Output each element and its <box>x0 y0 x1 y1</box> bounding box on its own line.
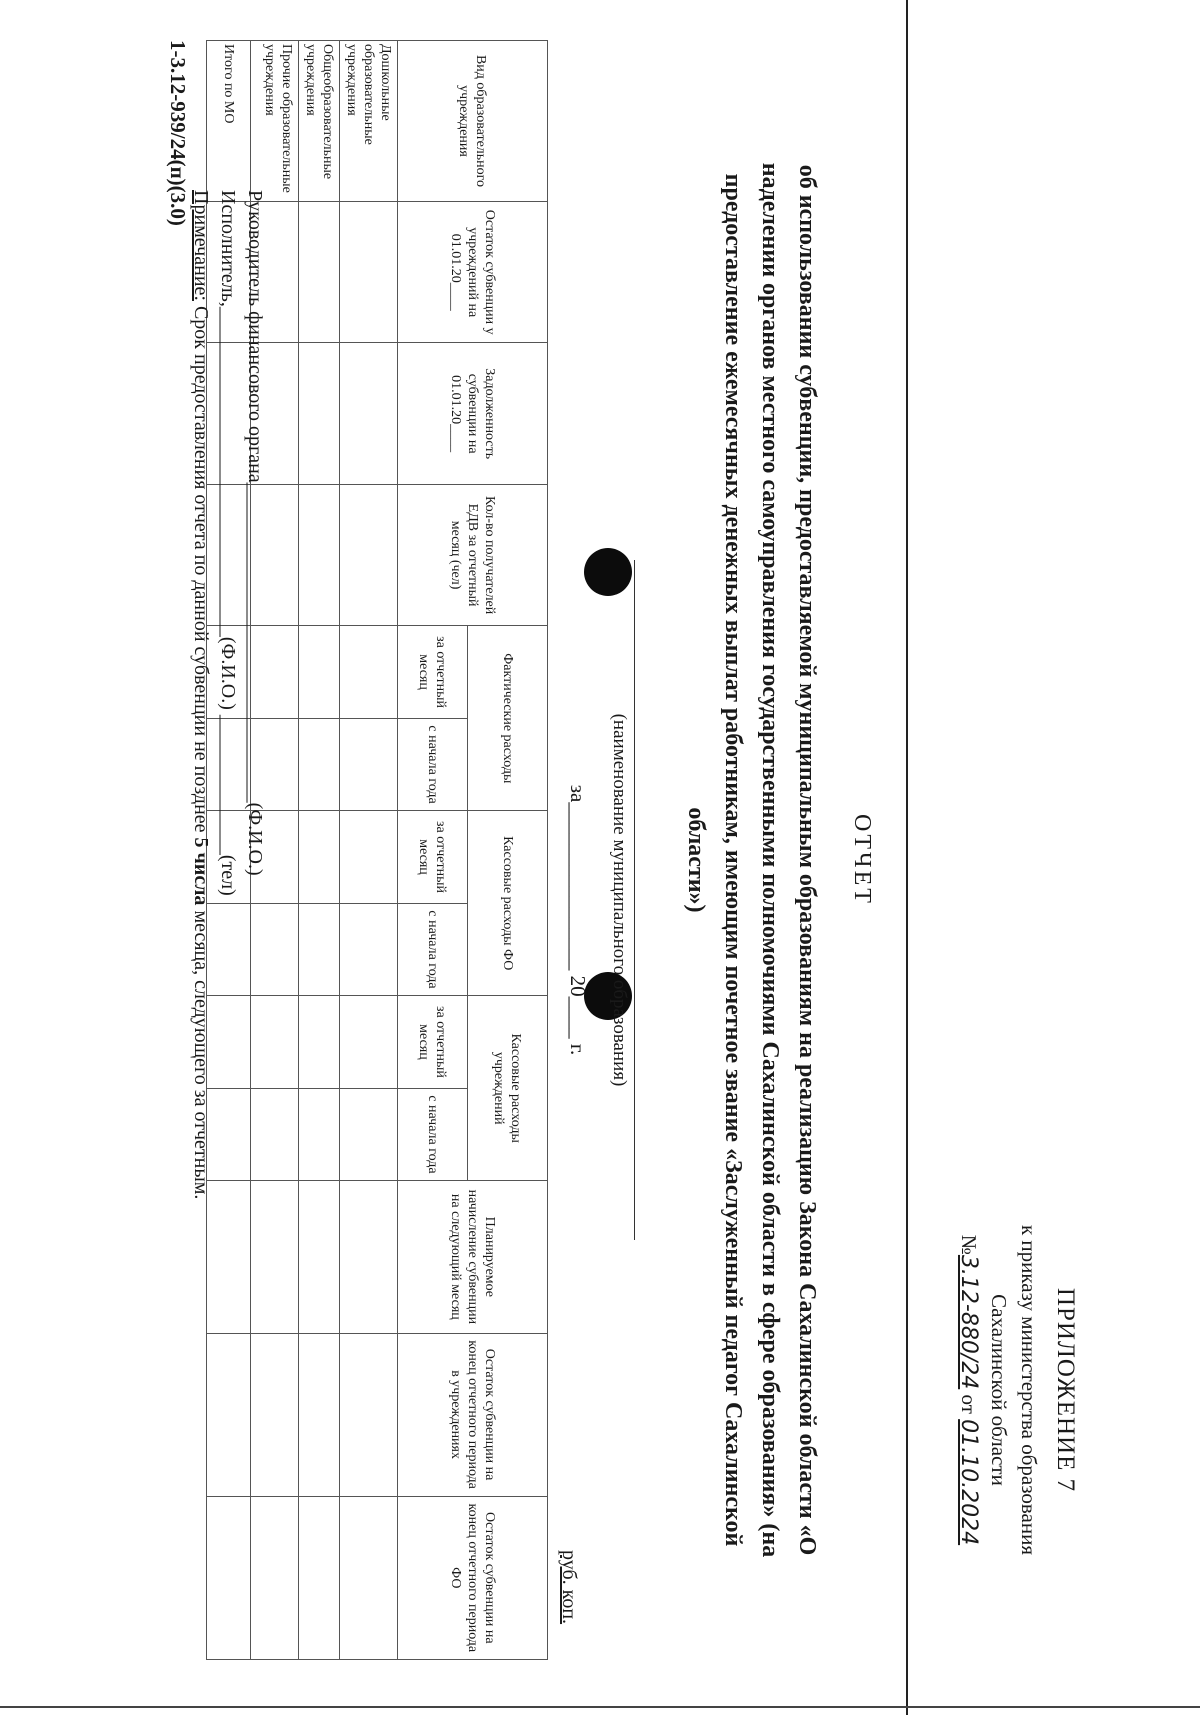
rotated-document <box>100 40 1120 1680</box>
appendix-number: 3.12-880/24 <box>956 1254 981 1390</box>
row-label-other: Прочие образовательные учреждения <box>251 41 299 202</box>
period-prefix: за <box>566 784 590 803</box>
signature-executor-fio: (Ф.И.О.) <box>217 636 239 710</box>
header-balance-end-fo: Остаток субвенции на конец отчетного периода ФО <box>398 1496 548 1659</box>
note-label: Примечание: <box>190 190 212 301</box>
org-name-caption: (наименование муниципального образования) <box>608 560 635 1240</box>
header-cash-fo: Кассовые расходы ФО <box>468 811 548 996</box>
subheader-fo-month: за отчетный месяц <box>398 811 468 903</box>
currency-unit: руб. коп. <box>558 1550 580 1625</box>
header-debt: Задолженность субвенции на 01.01.20____ <box>398 343 548 484</box>
subheader-inst-year: с начала года <box>398 1088 468 1180</box>
row-label-general: Общеобразовательные учреждения <box>299 41 340 202</box>
subheader-actual-year: с начала года <box>398 718 468 810</box>
appendix-line-2: Сахалинской области <box>987 1294 1011 1486</box>
signature-head-label: Руководитель финансового органа <box>244 190 266 483</box>
header-cash-inst: Кассовые расходы учреждений <box>468 996 548 1181</box>
subheader-fo-year: с начала года <box>398 903 468 995</box>
signature-phone: (тел) <box>217 854 239 896</box>
header-type: Вид образовательного учреждения <box>398 41 548 202</box>
note-line <box>187 190 214 1199</box>
note-text-before: Срок предоставления отчета по данной субвенции не позднее <box>190 305 212 833</box>
subheader-inst-month: за отчетный месяц <box>398 996 468 1088</box>
header-balance-start: Остаток субвенции у учреждений на 01.01.20____ <box>398 202 548 343</box>
appendix-block <box>953 1120 1080 1660</box>
signature-head: Руководитель финансового органа________________________________(Ф.И.О.) <box>244 190 266 876</box>
header-actual: Фактические расходы <box>468 626 548 811</box>
period-line: за________________ 20____ г. <box>566 784 590 1056</box>
note-bold: 5 числа <box>190 837 212 906</box>
row-label-total: Итого по МО <box>207 41 251 202</box>
header-recipients: Кол-во получателей ЕДВ за отчетный месяц (чел) <box>398 484 548 625</box>
appendix-date-prefix: от <box>957 1394 981 1414</box>
table-row <box>340 41 398 1660</box>
header-balance-end-inst: Остаток субвенции на конец отчетного периода в учреждениях <box>398 1333 548 1496</box>
appendix-number-prefix: № <box>957 1234 981 1255</box>
report-title: об использовании субвенции, предоставляемой муниципальным образованиям на реализацию Закона Сахалинской области «О наделении органов местного самоуправления государственными полномочиями Сахалинской области в сфере образования» (на предоставление ежемесячных денежных выплат работникам, имеющим почетное звание «Заслуженный педагог Сахалинской области») <box>683 162 820 1558</box>
appendix-title: ПРИЛОЖЕНИЕ 7 <box>1052 1287 1079 1493</box>
subheader-actual-month: за отчетный месяц <box>398 626 468 718</box>
signature-head-fio: (Ф.И.О.) <box>244 802 266 876</box>
bottom-edge-line <box>0 1706 1200 1708</box>
appendix-line-1: к приказу министерства образования <box>1017 1224 1041 1556</box>
year-prefix: 20 <box>566 975 590 997</box>
note-text-after: месяца, следующего за отчетным. <box>190 910 212 1200</box>
signature-executor: Исполнитель,_________________________________(Ф.И.О.) ______________(тел) <box>217 190 239 896</box>
row-label-preschool: Дошкольные образовательные учреждения <box>340 41 398 202</box>
document-code: 1-3.12-939/24(п)(3.0) <box>166 40 190 226</box>
header-planned: Планируемое начисление субвенции на следующий месяц <box>398 1181 548 1333</box>
appendix-number-line <box>953 1120 984 1660</box>
signature-executor-label: Исполнитель <box>217 190 239 302</box>
table-row <box>299 41 340 1660</box>
year-suffix: г. <box>566 1043 590 1056</box>
report-heading: ОТЧЕТ <box>849 814 875 906</box>
appendix-date: 01.10.2024 <box>956 1419 981 1546</box>
